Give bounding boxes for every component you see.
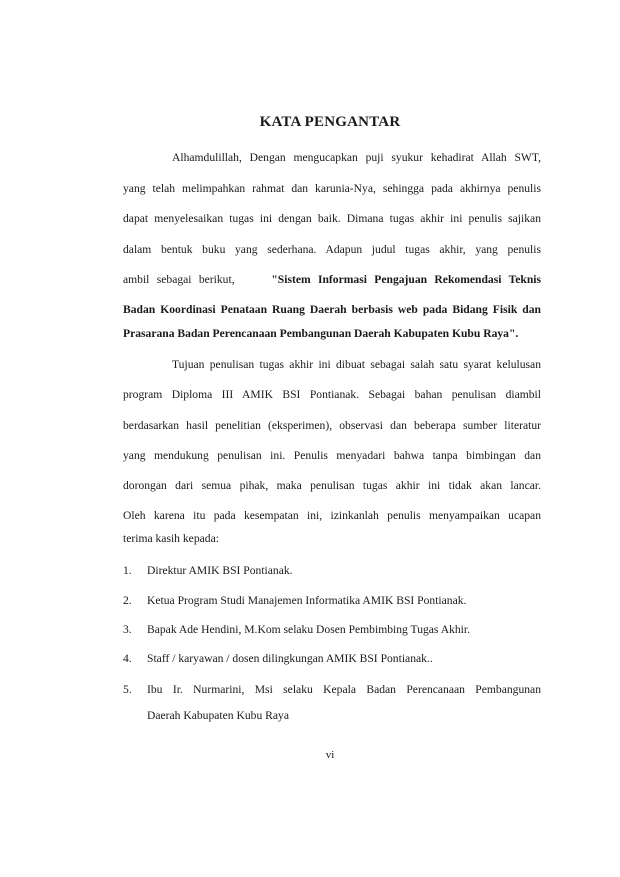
page-title: KATA PENGANTAR xyxy=(259,114,401,130)
list-item-text: Bapak Ade Hendini, M.Kom selaku Dosen Pembimbing Tugas Akhir. xyxy=(147,623,471,636)
list-item-number: 1. xyxy=(123,564,132,577)
paragraph-line: yang telah melimpahkan rahmat dan karunia-Nya, sehingga pada akhirnya penulis xyxy=(123,182,541,195)
paragraph-line xyxy=(123,272,541,288)
list-item-text: Staff / karyawan / dosen dilingkungan AMIK BSI Pontianak.. xyxy=(147,652,433,665)
title-emphasis: Badan Koordinasi Penataan Ruang Daerah berbasis web pada Bidang Fisik dan xyxy=(123,303,541,316)
list-item-number: 2. xyxy=(123,594,132,607)
paragraph-line: terima kasih kepada: xyxy=(123,532,219,545)
paragraph-line-prefix: ambil sebagai berikut, xyxy=(123,273,235,286)
paragraph-line: dapat menyelesaikan tugas ini dengan baik. Dimana tugas akhir ini penulis sajikan xyxy=(123,212,541,225)
paragraph-line-bold xyxy=(123,326,541,342)
paragraph-line: dalam bentuk buku yang sederhana. Adapun judul tugas akhir, yang penulis xyxy=(123,243,541,256)
paragraph-line: Alhamdulillah, Dengan mengucapkan puji syukur kehadirat Allah SWT, xyxy=(172,151,541,164)
list-item-text: Daerah Kabupaten Kubu Raya xyxy=(147,709,289,722)
paragraph-line: yang mendukung penulisan ini. Penulis menyadari bahwa tanpa bimbingan dan xyxy=(123,449,541,462)
paragraph-line: Oleh karena itu pada kesempatan ini, izinkanlah penulis menyampaikan ucapan xyxy=(123,509,541,522)
list-item-number: 4. xyxy=(123,652,132,665)
page-number: vi xyxy=(325,749,335,761)
list-item-text: Ibu Ir. Nurmarini, Msi selaku Kepala Badan Perencanaan Pembangunan xyxy=(147,683,541,696)
list-item-number: 5. xyxy=(123,683,132,696)
paragraph-line-bold xyxy=(123,302,541,318)
title-emphasis: "Sistem Informasi Pengajuan Rekomendasi Teknis xyxy=(271,273,542,286)
title-emphasis: Prasarana Badan Perencanaan Pembangunan Daerah Kabupaten Kubu Raya". xyxy=(123,327,519,340)
paragraph-line: berdasarkan hasil penelitian (eksperimen), observasi dan beberapa sumber literatur xyxy=(123,419,541,432)
paragraph-line: Tujuan penulisan tugas akhir ini dibuat sebagai salah satu syarat kelulusan xyxy=(172,358,541,371)
list-item-text: Direktur AMIK BSI Pontianak. xyxy=(147,564,293,577)
list-item-number: 3. xyxy=(123,623,132,636)
paragraph-line: program Diploma III AMIK BSI Pontianak. Sebagai bahan penulisan diambil xyxy=(123,388,541,401)
paragraph-line: dorongan dari semua pihak, maka penulisan tugas akhir ini tidak akan lancar. xyxy=(123,479,541,492)
list-item-text: Ketua Program Studi Manajemen Informatika AMIK BSI Pontianak. xyxy=(147,594,467,607)
